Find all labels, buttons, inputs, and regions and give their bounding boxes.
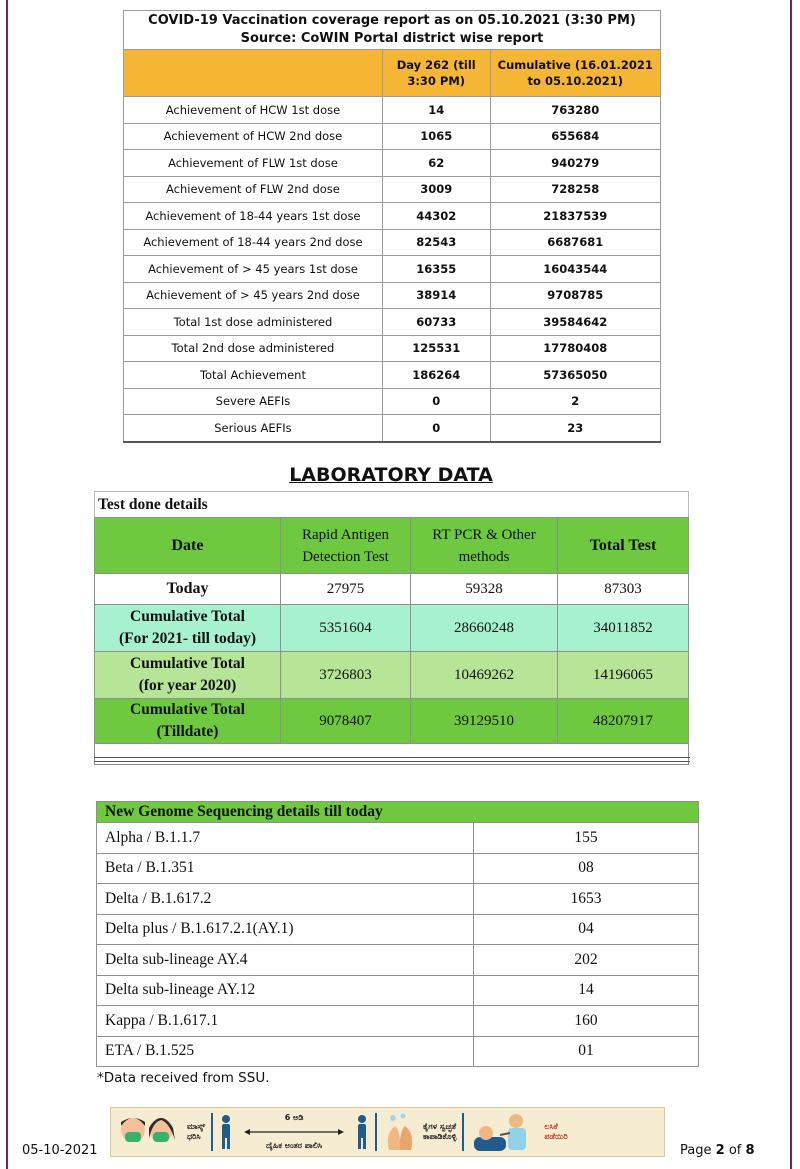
- banner-mask-line1: ಮಾಸ್ಕ್: [187, 1122, 206, 1131]
- lab-cell-rapid: 27975: [281, 574, 411, 605]
- vaccination-row-cumulative: 940279: [490, 150, 660, 177]
- vaccination-row: [124, 362, 661, 389]
- vaccination-header-day: Day 262 (till 3:30 PM): [382, 50, 490, 97]
- vaccination-icon: [470, 1111, 534, 1153]
- page-current: 2: [715, 1143, 725, 1158]
- genome-variant-name: Alpha / B.1.1.7: [97, 823, 474, 854]
- vaccination-row-label: Achievement of HCW 2nd dose: [124, 123, 383, 150]
- genome-variant-count: 160: [474, 1006, 699, 1037]
- vaccination-row-label: Total 2nd dose administered: [124, 335, 383, 362]
- vaccination-row-day: 44302: [382, 203, 490, 230]
- genome-variant-count: 14: [474, 975, 699, 1006]
- vaccination-title: [124, 11, 661, 50]
- banner-hands-line1: ಕೈಗಳ ಸ್ವಚ್ಛತೆ: [423, 1122, 457, 1131]
- vaccination-row: [124, 97, 661, 124]
- banner-distance-value: 6 ಅಡಿ: [284, 1113, 304, 1122]
- genome-variant-count: 1653: [474, 884, 699, 915]
- banner-distance-section: [213, 1108, 375, 1156]
- vaccination-row-day: 62: [382, 150, 490, 177]
- lab-cell-total: 48207917: [558, 699, 689, 744]
- banner-mask-line2: ಧರಿಸಿ: [187, 1132, 201, 1141]
- vaccination-row-cumulative: 57365050: [490, 362, 660, 389]
- banner-distance-line: ದೈಹಿಕ ಅಂತರ ಪಾಲಿಸಿ: [266, 1141, 323, 1150]
- vaccination-header-row: [124, 50, 661, 97]
- lab-row-label-line2: (for year 2020): [138, 677, 237, 694]
- vaccination-coverage-table: [123, 10, 661, 443]
- vaccination-row-cumulative: 23: [490, 415, 660, 442]
- vaccination-row-day: 0: [382, 415, 490, 442]
- masked-faces-icon: [117, 1112, 181, 1152]
- laboratory-data-heading: LABORATORY DATA: [289, 464, 493, 486]
- person-right-icon: [355, 1114, 369, 1150]
- banner-vaccine-line2: ಪಡೆಯಿರಿ: [544, 1132, 568, 1141]
- vaccination-row: [124, 415, 661, 442]
- lab-cell-rapid: 5351604: [281, 605, 411, 652]
- vaccination-row-label: Achievement of HCW 1st dose: [124, 97, 383, 124]
- vaccination-row-day: 82543: [382, 229, 490, 256]
- vaccination-row-label: Serious AEFIs: [124, 415, 383, 442]
- vaccination-row: [124, 282, 661, 309]
- vaccination-header-blank: [124, 50, 383, 97]
- genome-row: [97, 945, 699, 976]
- lab-cell-total: 87303: [558, 574, 689, 605]
- lab-row-label: [95, 605, 281, 652]
- vaccination-row-label: Achievement of FLW 2nd dose: [124, 176, 383, 203]
- footer-date: 05-10-2021: [22, 1143, 98, 1158]
- lab-header-rtpcr: RT PCR & Other methods: [411, 518, 558, 574]
- lab-row-label-line1: Cumulative Total: [130, 608, 245, 625]
- vaccination-row-label: Total Achievement: [124, 362, 383, 389]
- vaccination-row: [124, 150, 661, 177]
- vaccination-row-label: Severe AEFIs: [124, 388, 383, 415]
- vaccination-row-cumulative: 39584642: [490, 309, 660, 336]
- genome-variant-name: ETA / B.1.525: [97, 1036, 474, 1067]
- laboratory-data-table: [94, 491, 689, 765]
- lab-row-label-line1: Cumulative Total: [130, 701, 245, 718]
- vaccination-row-cumulative: 17780408: [490, 335, 660, 362]
- genome-variant-count: 155: [474, 823, 699, 854]
- lab-cell-rtpcr: 39129510: [411, 699, 558, 744]
- vaccination-row-label: Achievement of > 45 years 1st dose: [124, 256, 383, 283]
- test-done-details-caption: Test done details: [95, 492, 689, 518]
- genome-variant-name: Beta / B.1.351: [97, 853, 474, 884]
- genome-row: [97, 914, 699, 945]
- lab-header-total-test: Total Test: [558, 518, 689, 574]
- lab-row-cumulative-2021: [95, 605, 689, 652]
- vaccination-header-cumulative: Cumulative (16.01.2021 to 05.10.2021): [490, 50, 660, 97]
- lab-row-label: [95, 699, 281, 744]
- page-total: 8: [745, 1143, 755, 1158]
- banner-vaccine-line1: ಲಸಿಕೆ: [544, 1122, 558, 1131]
- lab-row-label-line1: Cumulative Total: [130, 655, 245, 672]
- genome-row: [97, 853, 699, 884]
- lab-cell-rtpcr: 28660248: [411, 605, 558, 652]
- lab-cell-rtpcr: 59328: [411, 574, 558, 605]
- genome-variant-name: Delta / B.1.617.2: [97, 884, 474, 915]
- genome-row: [97, 823, 699, 854]
- vaccination-row: [124, 229, 661, 256]
- genome-title: New Genome Sequencing details till today: [97, 802, 699, 823]
- banner-mask-section: [111, 1108, 211, 1156]
- lab-row-cumulative-tilldate: [95, 699, 689, 744]
- genome-row: [97, 1036, 699, 1067]
- vaccination-row-label: Achievement of > 45 years 2nd dose: [124, 282, 383, 309]
- vaccination-row-day: 1065: [382, 123, 490, 150]
- vaccination-row-day: 186264: [382, 362, 490, 389]
- covid-appropriate-behaviour-banner: [110, 1107, 665, 1157]
- lab-cell-total: 14196065: [558, 652, 689, 699]
- vaccination-row: [124, 203, 661, 230]
- lab-cell-rapid: 3726803: [281, 652, 411, 699]
- genome-variant-count: 202: [474, 945, 699, 976]
- vaccination-row-day: 14: [382, 97, 490, 124]
- person-left-icon: [219, 1114, 233, 1150]
- handwash-icon: [383, 1112, 417, 1152]
- page-prefix: Page: [680, 1143, 712, 1158]
- distance-arrow-icon: [244, 1128, 344, 1136]
- banner-vaccine-section: [464, 1108, 573, 1156]
- genome-variant-name: Kappa / B.1.617.1: [97, 1006, 474, 1037]
- data-source-footnote: *Data received from SSU.: [97, 1070, 270, 1086]
- lab-cell-rapid: 9078407: [281, 699, 411, 744]
- lab-row-cumulative-2020: [95, 652, 689, 699]
- vaccination-row-label: Achievement of 18-44 years 2nd dose: [124, 229, 383, 256]
- vaccination-row: [124, 176, 661, 203]
- vaccination-row-cumulative: 763280: [490, 97, 660, 124]
- genome-row: [97, 884, 699, 915]
- vaccination-title-line1: COVID-19 Vaccination coverage report as on 05.10.2021 (3:30 PM): [148, 13, 636, 28]
- vaccination-row-cumulative: 21837539: [490, 203, 660, 230]
- vaccination-row-day: 125531: [382, 335, 490, 362]
- lab-double-rule: [94, 757, 690, 762]
- vaccination-row: [124, 256, 661, 283]
- vaccination-row-day: 60733: [382, 309, 490, 336]
- vaccination-row-day: 0: [382, 388, 490, 415]
- genome-variant-name: Delta plus / B.1.617.2.1(AY.1): [97, 914, 474, 945]
- vaccination-row-cumulative: 6687681: [490, 229, 660, 256]
- vaccination-source-line: Source: CoWIN Portal district wise report: [240, 31, 544, 46]
- vaccination-row-cumulative: 16043544: [490, 256, 660, 283]
- banner-hands-line2: ಕಾಪಾಡಿಕೊಳ್ಳಿ: [423, 1132, 457, 1141]
- lab-row-label: [95, 652, 281, 699]
- laboratory-header-row: [95, 518, 689, 574]
- genome-variant-count: 08: [474, 853, 699, 884]
- genome-variant-name: Delta sub-lineage AY.4: [97, 945, 474, 976]
- lab-cell-rtpcr: 10469262: [411, 652, 558, 699]
- genome-variant-count: 04: [474, 914, 699, 945]
- lab-row-label-line2: (For 2021- till today): [118, 630, 257, 647]
- vaccination-row-label: Total 1st dose administered: [124, 309, 383, 336]
- lab-row-label: Today: [95, 574, 281, 605]
- vaccination-row-cumulative: 9708785: [490, 282, 660, 309]
- vaccination-row: [124, 309, 661, 336]
- lab-row-today: [95, 574, 689, 605]
- vaccination-row-day: 3009: [382, 176, 490, 203]
- vaccination-row-cumulative: 2: [490, 388, 660, 415]
- lab-header-date: Date: [95, 518, 281, 574]
- genome-row: [97, 1006, 699, 1037]
- vaccination-row-label: Achievement of 18-44 years 1st dose: [124, 203, 383, 230]
- vaccination-row-label: Achievement of FLW 1st dose: [124, 150, 383, 177]
- vaccination-row-cumulative: 655684: [490, 123, 660, 150]
- genome-variant-count: 01: [474, 1036, 699, 1067]
- banner-handwash-section: [377, 1108, 462, 1156]
- lab-row-label-line2: (Tilldate): [156, 723, 219, 740]
- vaccination-row-cumulative: 728258: [490, 176, 660, 203]
- vaccination-row: [124, 388, 661, 415]
- genome-row: [97, 975, 699, 1006]
- vaccination-row: [124, 123, 661, 150]
- lab-cell-total: 34011852: [558, 605, 689, 652]
- page-of: of: [728, 1143, 742, 1158]
- vaccination-row-day: 16355: [382, 256, 490, 283]
- genome-sequencing-table: [96, 801, 699, 1067]
- vaccination-row-day: 38914: [382, 282, 490, 309]
- page-number: [680, 1143, 755, 1158]
- vaccination-row: [124, 335, 661, 362]
- genome-variant-name: Delta sub-lineage AY.12: [97, 975, 474, 1006]
- lab-header-rapid-antigen: Rapid Antigen Detection Test: [281, 518, 411, 574]
